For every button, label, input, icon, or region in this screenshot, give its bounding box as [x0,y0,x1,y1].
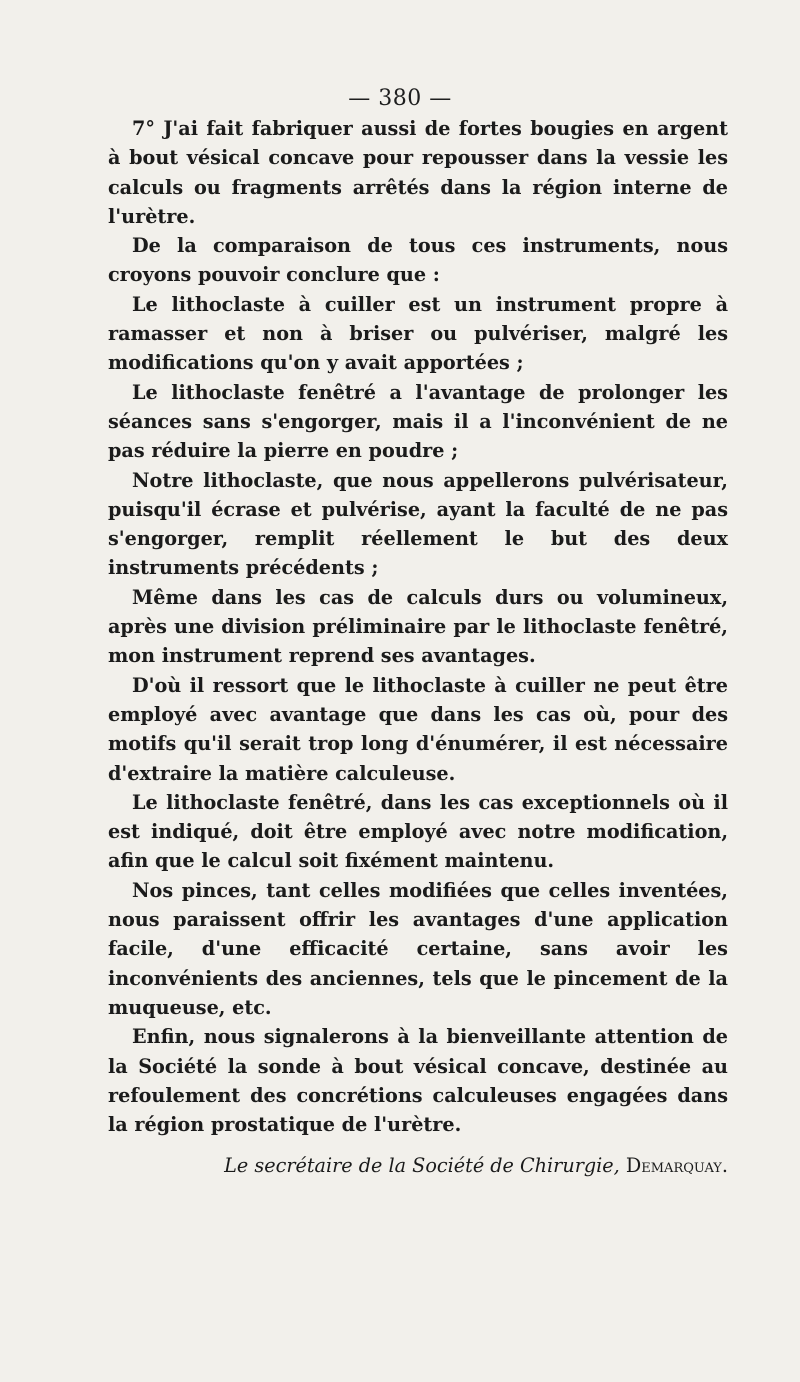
paragraph-10: Enfin, nous signalerons à la bienveillante attention de la Société la sonde à bout vésical concave, destinée au refoulement des concrétions calculeuses engagées dans la région prostatique de l'urètre. [108,1025,728,1137]
signature-line [108,1151,728,1181]
paragraph-1: 7° J'ai fait fabriquer aussi de fortes bougies en argent à bout vésical concave pour repousser dans la vessie les calculs ou fragments arrêtés dans la région interne de l'urètre. [108,117,728,228]
signature-role: Le secrétaire de la Société de Chirurgie, [224,1154,620,1178]
signature-name: Demarquay. [625,1154,728,1178]
page-number-header: — 380 — [348,86,452,111]
body-text [108,114,728,1181]
paragraph-6: Même dans les cas de calculs durs ou volumineux, après une division préliminaire par le lithoclaste fenêtré, mon instrument reprend ses avantages. [108,585,728,668]
paragraph-2: De la comparaison de tous ces instruments, nous croyons pouvoir conclure que : [108,234,728,287]
paragraph-9: Nos pinces, tant celles modifiées que celles inventées, nous paraissent offrir les avantages d'une application facile, d'une efficacité certaine, sans avoir les inconvénients des anciennes, tels que le pincement de la muqueuse, etc. [108,878,728,1019]
paragraph-7: D'où il ressort que le lithoclaste à cuiller ne peut être employé avec avantage que dans les cas où, pour des motifs qu'il serait trop long d'énumérer, il est nécessaire d'extraire la matière calculeuse. [108,673,728,785]
paragraph-5: Notre lithoclaste, que nous appellerons pulvérisateur, puisqu'il écrase et pulvérise, ayant la faculté de ne pas s'engorger, remplit réellement le but des deux instruments précédents ; [108,468,728,580]
paragraph-8: Le lithoclaste fenêtré, dans les cas exceptionnels où il est indiqué, doit être employé avec notre modification, afin que le calcul soit fixément maintenu. [108,790,728,873]
paragraph-4: Le lithoclaste fenêtré a l'avantage de prolonger les séances sans s'engorger, mais il a l'inconvénient de ne pas réduire la pierre en poudre ; [108,380,728,463]
paragraph-3: Le lithoclaste à cuiller est un instrument propre à ramasser et non à briser ou pulvériser, malgré les modifications qu'on y avait apportées ; [108,292,728,375]
